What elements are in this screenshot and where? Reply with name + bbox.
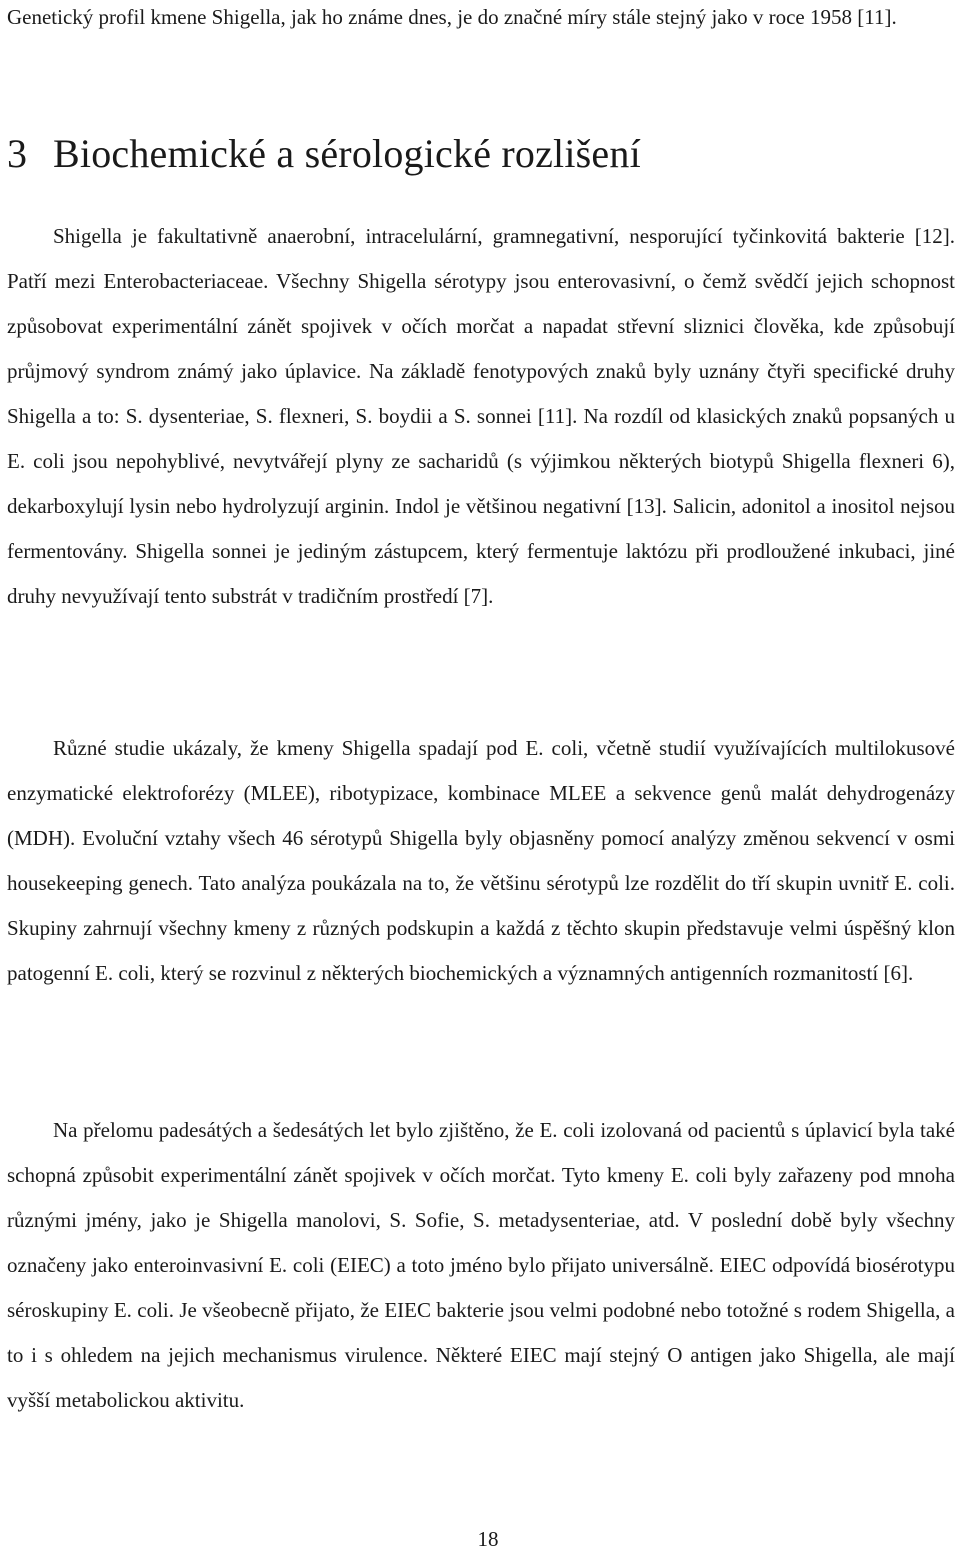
paragraph-1-text: Shigella je fakultativně anaerobní, intracelulární, gramnegativní, nesporující tyčinkovitá bakterie [12]. Patří mezi Enterobacteriaceae. Všechny Shigella sérotypy jsou enterovasivní, o čemž svědčí jejich schopnost způsobovat experimentální zánět spojivek v očích morčat a napadat střevní sliznici člověka, kde způsobují průjmový syndrom známý jako úplavice. Na základě fenotypových znaků byly uznány čtyři specifické druhy Shigella a to: S. dysenteriae, S. flexneri, S. boydii a S. sonnei [11]. Na rozdíl od klasických znaků popsaných u E. coli jsou nepohyblivé, nevytvářejí plyny ze sacharidů (s výjimkou některých biotypů Shigella flexneri 6), dekarboxylují lysin nebo hydrolyzují arginin. Indol je většinou negativní [13]. Salicin, adonitol a inositol nejsou fermentovány. Shigella sonnei je jediným zástupcem, který fermentuje laktózu při prodloužené inkubaci, jiné druhy nevyužívají tento substrát v tradičním prostředí [7]. bbox=[7, 224, 955, 608]
intro-paragraph-text: Genetický profil kmene Shigella, jak ho známe dnes, je do značné míry stále stejný jako v roce 1958 [11]. bbox=[7, 5, 897, 29]
paragraph-2 bbox=[7, 726, 955, 996]
section-heading bbox=[7, 124, 641, 184]
intro-paragraph bbox=[7, 0, 955, 38]
page-number: 18 bbox=[477, 1527, 499, 1551]
paragraph-1 bbox=[7, 214, 955, 619]
paragraph-2-text: Různé studie ukázaly, že kmeny Shigella spadají pod E. coli, včetně studií využívajících multilokusové enzymatické elektroforézy (MLEE), ribotypizace, kombinace MLEE a sekvence genů malát dehydrogenázy (MDH). Evoluční vztahy všech 46 sérotypů Shigella byly objasněny pomocí analýzy změnou sekvencí v osmi housekeeping genech. Tato analýza poukázala na to, že většinu sérotypů lze rozdělit do tří skupin uvnitř E. coli. Skupiny zahrnují všechny kmeny z různých podskupin a každá z těchto skupin představuje velmi úspěšný klon patogenní E. coli, který se rozvinul z některých biochemických a významných antigenních rozmanitostí [6]. bbox=[7, 736, 955, 985]
section-number: 3 bbox=[7, 131, 28, 176]
paragraph-3 bbox=[7, 1108, 955, 1423]
section-title: Biochemické a sérologické rozlišení bbox=[53, 131, 641, 176]
paragraph-3-text: Na přelomu padesátých a šedesátých let bylo zjištěno, že E. coli izolovaná od pacientů s úplavicí byla také schopná způsobit experimentální zánět spojivek v očích morčat. Tyto kmeny E. coli byly zařazeny pod mnoha různými jmény, jako je Shigella manolovi, S. Sofie, S. metadysenteriae, atd. V poslední době byly všechny označeny jako enteroinvasivní E. coli (EIEC) a toto jméno bylo přijato universálně. EIEC odpovídá biosérotypu séroskupiny E. coli. Je všeobecně přijato, že EIEC bakterie jsou velmi podobné nebo totožné s rodem Shigella, a to i s ohledem na jejich mechanismus virulence. Některé EIEC mají stejný O antigen jako Shigella, ale mají vyšší metabolickou aktivitu. bbox=[7, 1118, 955, 1412]
document-page bbox=[7, 0, 955, 1554]
